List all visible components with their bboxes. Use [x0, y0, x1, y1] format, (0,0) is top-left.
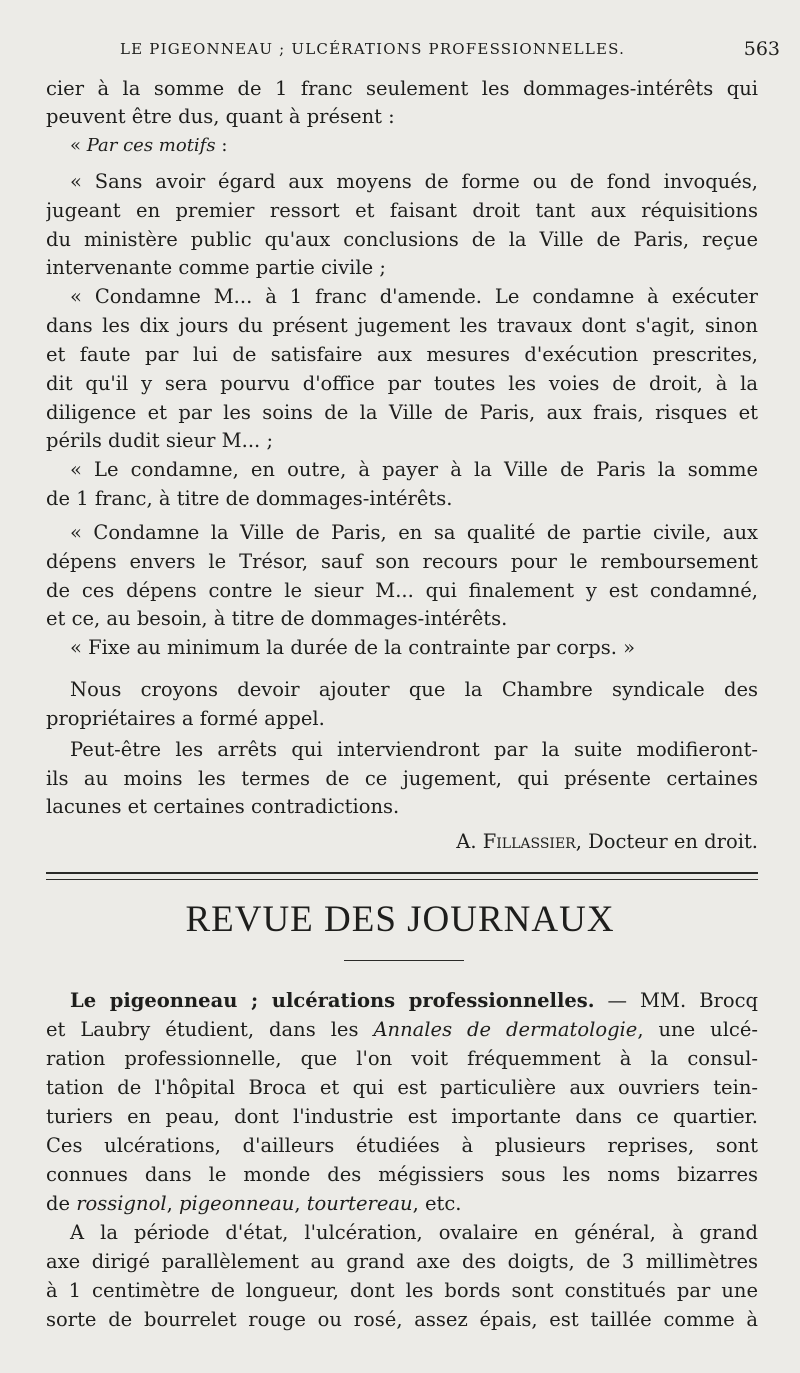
- text-line: cier à la somme de 1 franc seulement les dommages-intérêts qui: [46, 77, 758, 100]
- article-line: ration professionnelle, que l'on voit fréquemment à la consul-: [46, 1047, 758, 1070]
- double-rule-top: [46, 872, 758, 874]
- text-line: de ces dépens contre le sieur M... qui finalement y est condamné,: [46, 579, 758, 602]
- text-line: propriétaires a formé appel.: [46, 707, 325, 730]
- text-line: dans les dix jours du présent jugement les travaux dont s'agit, sinon: [46, 314, 758, 337]
- text-line: « Sans avoir égard aux moyens de forme ou de fond invoqués,: [70, 170, 758, 193]
- motifs-line: « Par ces motifs :: [70, 135, 228, 156]
- article-line: et Laubry étudient, dans les Annales de dermatologie, une ulcé-: [46, 1018, 758, 1041]
- text-line: jugeant en premier ressort et faisant droit tant aux réquisitions: [46, 199, 758, 222]
- text-line: Peut-être les arrêts qui interviendront par la suite modifieront-: [70, 738, 758, 761]
- text-line: et ce, au besoin, à titre de dommages-intérêts.: [46, 607, 508, 630]
- double-rule-bottom: [46, 879, 758, 880]
- text-line: dépens envers le Trésor, sauf son recours pour le remboursement: [46, 550, 758, 573]
- article-first-line: Le pigeonneau ; ulcérations professionnelles. — MM. Brocq: [70, 989, 758, 1012]
- article-line: axe dirigé parallèlement au grand axe des doigts, de 3 millimètres: [46, 1250, 758, 1273]
- article-line: connues dans le monde des mégissiers sous les noms bizarres: [46, 1163, 758, 1186]
- text-line: du ministère public qu'aux conclusions de la Ville de Paris, reçue: [46, 228, 758, 251]
- article-line: sorte de bourrelet rouge ou rosé, assez épais, est taillée comme à: [46, 1308, 758, 1331]
- article-line: tation de l'hôpital Broca et qui est particulière aux ouvriers tein-: [46, 1076, 758, 1099]
- journal-title: Annales de dermatologie: [373, 1018, 638, 1041]
- text-line: et faute par lui de satisfaire aux mesures d'exécution prescrites,: [46, 343, 758, 366]
- running-title: LE PIGEONNEAU ; ULCÉRATIONS PROFESSIONNELLES.: [120, 40, 626, 58]
- section-title: REVUE DES JOURNAUX: [185, 899, 615, 940]
- text-line: dit qu'il y sera pourvu d'office par toutes les voies de droit, à la: [46, 372, 758, 395]
- article-heading: Le pigeonneau ; ulcérations professionnelles.: [70, 989, 595, 1012]
- page-header: [120, 38, 780, 62]
- text-line: « Condamne M... à 1 franc d'amende. Le condamne à exécuter: [70, 285, 758, 308]
- text-line: périls dudit sieur M... ;: [46, 429, 274, 452]
- text-line: peuvent être dus, quant à présent :: [46, 105, 395, 128]
- text-line: Nous croyons devoir ajouter que la Chambre syndicale des: [70, 678, 758, 701]
- text-line: lacunes et certaines contradictions.: [46, 795, 400, 818]
- article-line: à 1 centimètre de longueur, dont les bords sont constitués par une: [46, 1279, 758, 1302]
- author-name: A. Fillassier: [456, 830, 576, 853]
- text-line: de 1 franc, à titre de dommages-intérêts.: [46, 487, 453, 510]
- motifs-italic: Par ces motifs: [86, 135, 216, 156]
- article-line: Ces ulcérations, d'ailleurs étudiées à plusieurs reprises, sont: [46, 1134, 758, 1157]
- article-line: de rossignol, pigeonneau, tourtereau, etc.: [46, 1192, 462, 1215]
- signature: [46, 827, 758, 856]
- author-title: , Docteur en droit.: [575, 830, 758, 853]
- text-line: diligence et par les soins de la Ville de Paris, aux frais, risques et: [46, 401, 758, 424]
- article-line: turiers en peau, dont l'industrie est importante dans ce quartier.: [46, 1105, 758, 1128]
- text-line: ils au moins les termes de ce jugement, qui présente certaines: [46, 767, 758, 790]
- title-underline: [344, 960, 464, 961]
- text-line: « Condamne la Ville de Paris, en sa qualité de partie civile, aux: [70, 521, 758, 544]
- text-line: « Fixe au minimum la durée de la contrainte par corps. »: [70, 636, 636, 659]
- text-line: intervenante comme partie civile ;: [46, 256, 386, 279]
- page-number: 563: [743, 38, 780, 60]
- article-line: A la période d'état, l'ulcération, ovalaire en général, à grand: [70, 1221, 758, 1244]
- text-line: « Le condamne, en outre, à payer à la Ville de Paris la somme: [70, 458, 758, 481]
